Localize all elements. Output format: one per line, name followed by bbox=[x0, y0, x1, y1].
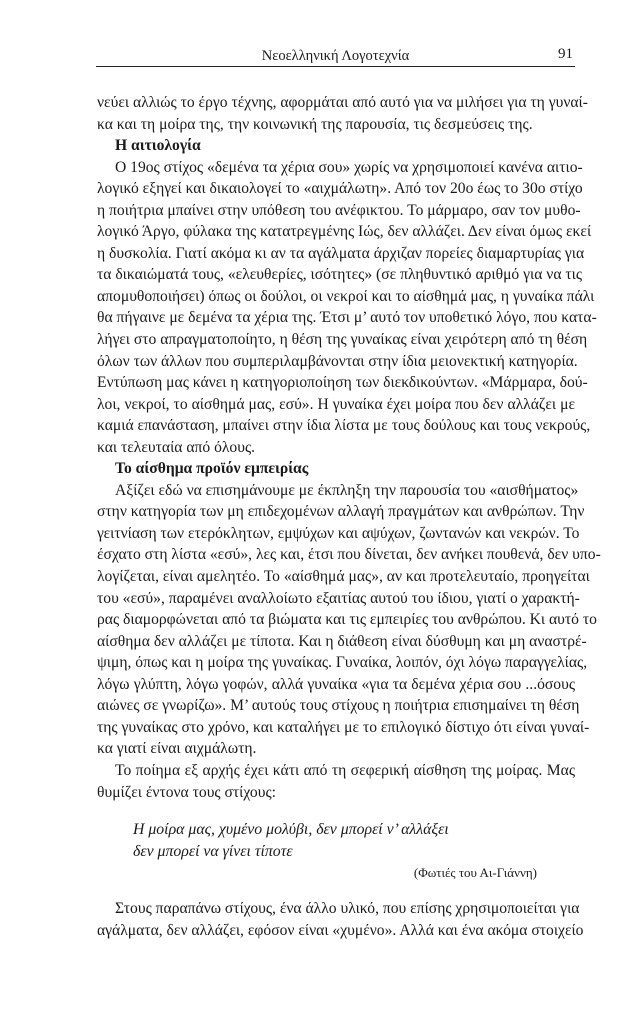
text-line: Αξίζει εδώ να επισημάνουμε με έκπληξη την παρουσία του «αισθήματος» bbox=[115, 481, 579, 499]
text-line: απομυθοποιήσει) όπως οι δούλοι, οι νεκροί και το αίσθημά μας, η γυναίκα πάλι bbox=[97, 287, 595, 305]
text-line: λογικό Άργο, φύλακα της κατατρεγμένης Ιώς, δεν αλλάζει. Δεν είναι όμως εκεί bbox=[97, 223, 592, 241]
text-line: θυμίζει έντονα τους στίχους: bbox=[97, 783, 276, 801]
running-title: Νεοελληνική Λογοτεχνία bbox=[261, 48, 410, 64]
text-line: της γυναίκας στο χρόνο, και καταλήγει με το επιλογικό δίστιχο ότι είναι γυναί- bbox=[97, 718, 590, 736]
poem-citation: (Φωτιές του Αι-Γιάννη) bbox=[413, 865, 537, 881]
text-line: λογικό εξηγεί και δικαιολογεί το «αιχμάλωτη». Από τον 20ο έως το 30ο στίχο bbox=[97, 180, 583, 198]
spacer bbox=[97, 882, 575, 898]
text-line: γειτνίαση των ετερόκλητων, εμψύχων και αψύχων, ζωντανών και νεκρών. Το bbox=[97, 524, 580, 542]
text-line: η δυσκολία. Γιατί ακόμα κι αν τα αγάλματα άρχιζαν πορείες διαμαρτυρίας για bbox=[97, 244, 585, 262]
text-line: στην κατηγορία των μη επιδεχομένων αλλαγή πραγμάτων και ανθρώπων. Την bbox=[97, 503, 585, 521]
text-line: ρας διαμορφώνεται από τα βιώματα και τις εμπειρίες του ανθρώπου. Κι αυτό το bbox=[97, 611, 597, 629]
text-line: κα και τη μοίρα της, την κοινωνική της παρουσία, τις δεσμεύσεις της. bbox=[97, 115, 533, 133]
text-line: λογίζεται, είναι αμελητέο. Το «αίσθημά μας», αν και προτελευταίο, προηγείται bbox=[97, 568, 590, 586]
text-line: ψιμη, όπως και η μοίρα της γυναίκας. Γυναίκα, λοιπόν, όχι λόγω παραγγελίας, bbox=[97, 654, 588, 672]
text-line: νεύει αλλιώς το έργο τέχνης, αφορμάται από αυτό για να μιλήσει για τη γυναί- bbox=[97, 94, 588, 111]
text-line: αγάλματα, δεν αλλάζει, εφόσον είναι «χυμένο». Αλλά και ένα ακόμα στοιχείο bbox=[97, 921, 584, 939]
text-line: Ο 19ος στίχος «δεμένα τα χέρια σου» χωρίς να χρησιμοποιεί κανένα αιτιο- bbox=[115, 158, 583, 176]
poem-quote-line: Η μοίρα μας, χυμένο μολύβι, δεν μπορεί ν’ αλλάξει bbox=[133, 821, 449, 839]
poem-quote-line: δεν μπορεί να γίνει τίποτε bbox=[133, 842, 293, 860]
text-line: καμιά επανάσταση, μπαίνει στην ίδια λίστα με τους δούλους και τους νεκρούς, bbox=[97, 417, 591, 435]
text-line: τα δικαιώματά τους, «ελευθερίες, ισότητες» (σε πληθυντικό αριθμό για να τις bbox=[97, 266, 583, 284]
text-line: όλων των άλλων που συμπεριλαμβάνονται στην ίδια μειονεκτική κατηγορία. bbox=[97, 352, 578, 370]
text-line: και τελευταία από όλους. bbox=[97, 438, 256, 456]
text-line: Το ποίημα εξ αρχής έχει κάτι από τη σεφερική αίσθηση της μοίρας. Μας bbox=[115, 761, 575, 779]
running-header bbox=[96, 46, 575, 67]
text-line: λόγω γλύπτη, λόγω γοφών, αλλά γυναίκα «για τα δεμένα χέρια σου ...όσους bbox=[97, 675, 575, 693]
text-line: έσχατο στη λίστα «εσύ», λες και, έτσι που δίνεται, δεν ανήκει πουθενά, δεν υπο- bbox=[97, 546, 601, 564]
text-line: του «εσύ», παραμένει αναλλοίωτο εξαιτίας αυτού του ίδιου, γιατί ο χαρακτή- bbox=[97, 589, 580, 607]
section-heading: Η αιτιολογία bbox=[115, 137, 201, 155]
text-line: Εντύπωση μας κάνει η κατηγοριοποίηση των διεκδικούντων. «Μάρμαρα, δού- bbox=[97, 374, 588, 392]
text-line: Στους παραπάνω στίχους, ένα άλλο υλικό, που επίσης χρησιμοποιείται για bbox=[115, 900, 580, 918]
text-line: αίσθημα δεν αλλάζει με τίποτα. Και η διάθεση είναι δύσθυμη και μη αναστρέ- bbox=[97, 632, 587, 650]
text-line: λήγει στο απραγματοποίητο, η θέση της γυναίκας είναι χειρότερη από τη θέση bbox=[97, 331, 588, 349]
spacer bbox=[97, 803, 575, 819]
page-body-text bbox=[97, 92, 601, 941]
page-number: 91 bbox=[558, 46, 573, 62]
text-line: θα πήγαινε με δεμένα τα χέρια της. Έτσι μ’ αυτό τον υποθετικό λόγο, που κατα- bbox=[97, 309, 597, 327]
text-line: αιώνες σε γνωρίζω». Μ’ αυτούς τους στίχους η ποιήτρια επισημαίνει τη θέση bbox=[97, 697, 580, 715]
text-line: λοι, νεκροί, το αίσθημά μας, εσύ». Η γυναίκα έχει μοίρα που δεν αλλάζει με bbox=[97, 395, 575, 413]
text-line: κα γιατί είναι αιχμάλωτη. bbox=[97, 740, 257, 758]
text-line: η ποιήτρια μπαίνει στην υπόθεση του ανέφικτου. Το μάρμαρο, σαν τον μυθο- bbox=[97, 201, 581, 219]
section-heading: Το αίσθημα προϊόν εμπειρίας bbox=[115, 460, 309, 478]
